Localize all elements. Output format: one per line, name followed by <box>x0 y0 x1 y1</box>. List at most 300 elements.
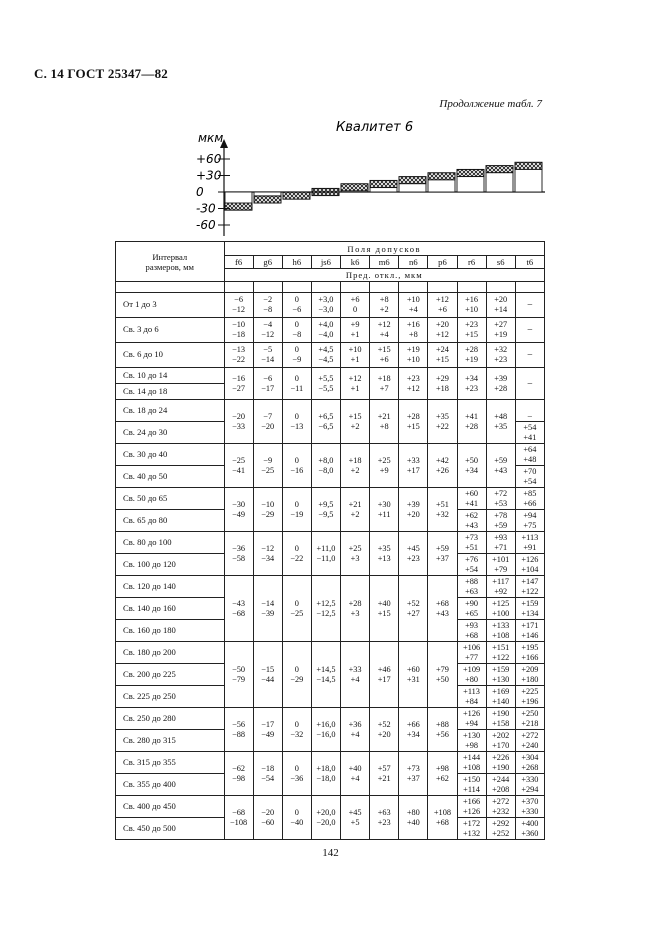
value-cell-f6 <box>224 444 253 488</box>
deviation-value: +43 <box>435 608 449 618</box>
deviation-value: −34 <box>261 553 275 563</box>
tolerance-table <box>115 241 545 840</box>
value-cell-n6 <box>399 318 428 343</box>
deviation-value: −12 <box>261 330 275 339</box>
deviation-value: 0 <box>294 543 299 553</box>
deviation-value: +21 <box>377 773 391 783</box>
deviation-value: +272 <box>521 730 539 740</box>
value-cell-r6 <box>457 400 486 444</box>
deviation-value: +48 <box>494 411 508 421</box>
deviation-value: +117 <box>492 576 510 586</box>
chart-title: Квалитет 6 <box>336 120 414 135</box>
value-cell-r6 <box>457 318 486 343</box>
deviation-value: +15 <box>465 330 479 339</box>
deviation-value: +12 <box>435 330 449 339</box>
deviation-value: +15 <box>377 608 391 618</box>
deviation-value: 0 <box>352 305 358 314</box>
deviation-value: +32 <box>435 509 449 519</box>
interval-label: Св. 315 до 355 <box>116 752 225 774</box>
deviation-value: +48 <box>523 454 537 464</box>
deviation-value: −19 <box>290 509 304 519</box>
deviation-value: +52 <box>377 719 391 729</box>
value-cell-t6 <box>515 730 544 752</box>
spacer <box>457 282 486 293</box>
deviation-value: +400 <box>521 818 539 828</box>
deviation-value: +122 <box>521 586 539 596</box>
value-cell-r6 <box>457 686 486 708</box>
page-header: С. 14 ГОСТ 25347—82 <box>34 66 168 81</box>
deviation-value: +6,5 <box>318 411 334 421</box>
deviation-value: +50 <box>465 455 479 465</box>
deviation-value: +5,5 <box>318 373 334 383</box>
deviation-value: 0 <box>294 320 299 330</box>
value-cell-k6 <box>341 752 370 796</box>
deviation-value: +54 <box>523 422 537 432</box>
deviation-value: +62 <box>465 510 479 520</box>
deviation-value: +292 <box>492 818 510 828</box>
value-cell-t6 <box>515 343 544 368</box>
field-r6: r6 <box>457 256 486 269</box>
chart-offset-f6 <box>225 192 252 203</box>
deviation-value: −3,0 <box>318 305 334 314</box>
deviation-value: +64 <box>523 444 537 454</box>
deviation-value: −11,0 <box>316 553 336 563</box>
deviation-value: −11 <box>290 383 304 393</box>
deviation-value: +166 <box>463 796 481 806</box>
field-n6: n6 <box>399 256 428 269</box>
deviation-value: +232 <box>492 806 510 816</box>
deviation-value: −4 <box>263 320 273 330</box>
deviation-value: −20 <box>261 421 275 431</box>
deviation-value: – <box>527 411 532 421</box>
value-cell-k6 <box>341 796 370 840</box>
interval-label: Св. 80 до 100 <box>116 532 225 554</box>
value-cell-k6 <box>341 708 370 752</box>
deviation-value: +68 <box>465 630 479 640</box>
deviation-value: +23 <box>465 383 479 393</box>
interval-label: Св. 355 до 400 <box>116 774 225 796</box>
value-cell-k6 <box>341 400 370 444</box>
deviation-value: +63 <box>377 807 391 817</box>
deviation-value: +71 <box>494 542 508 552</box>
chart-bar-k6 <box>341 184 368 191</box>
spacer <box>116 282 225 293</box>
deviation-value: +43 <box>494 465 508 475</box>
deviation-value: +108 <box>433 807 451 817</box>
value-cell-t6 <box>515 510 544 532</box>
value-cell-m6 <box>370 444 399 488</box>
value-cell-s6 <box>486 598 515 620</box>
deviation-value: +28 <box>406 411 420 421</box>
deviation-value: +190 <box>492 762 510 772</box>
deviation-value: +73 <box>465 532 479 542</box>
deviation-value: +98 <box>435 763 449 773</box>
field-h6: h6 <box>282 256 311 269</box>
deviation-value: +9 <box>379 465 389 475</box>
deviation-value: +159 <box>492 664 510 674</box>
deviation-value: −8,0 <box>318 465 334 475</box>
deviation-value: −12,5 <box>316 608 336 618</box>
value-cell-s6 <box>486 818 515 840</box>
value-cell-g6 <box>253 532 282 576</box>
deviation-value: +16 <box>465 295 479 305</box>
deviation-value: −68 <box>232 807 246 817</box>
chart-tick-label: -60 <box>196 218 216 232</box>
deviation-value: +23 <box>406 373 420 383</box>
interval-label: Св. 450 до 500 <box>116 818 225 840</box>
value-cell-g6 <box>253 400 282 444</box>
deviation-value: +4 <box>379 330 389 339</box>
spacer <box>370 282 399 293</box>
value-cell-k6 <box>341 368 370 400</box>
deviation-value: +6 <box>438 305 447 314</box>
value-cell-p6 <box>428 708 457 752</box>
deviation-value: −56 <box>232 719 246 729</box>
deviation-value: −16 <box>290 465 304 475</box>
field-js6: js6 <box>311 256 340 269</box>
interval-label: Св. 30 до 40 <box>116 444 225 466</box>
deviation-value: −8 <box>292 330 302 339</box>
value-cell-js6 <box>311 293 340 318</box>
value-cell-s6 <box>486 576 515 598</box>
deviation-value: +63 <box>465 586 479 596</box>
value-cell-h6 <box>282 293 311 318</box>
deviation-value: +41 <box>465 498 479 508</box>
value-cell-p6 <box>428 796 457 840</box>
value-cell-m6 <box>370 532 399 576</box>
value-cell-n6 <box>399 576 428 642</box>
deviation-value: −25 <box>232 455 246 465</box>
deviation-value: +39 <box>406 499 420 509</box>
value-cell-r6 <box>457 532 486 554</box>
table-continuation-note: Продолжение табл. 7 <box>439 98 542 110</box>
deviation-value: +40 <box>377 598 391 608</box>
value-cell-g6 <box>253 293 282 318</box>
deviation-value: +132 <box>463 828 481 838</box>
value-cell-n6 <box>399 642 428 708</box>
deviation-value: +2 <box>350 509 360 519</box>
deviation-value: +31 <box>406 674 420 684</box>
deviation-value: +3,0 <box>318 295 334 305</box>
spacer <box>341 282 370 293</box>
value-cell-h6 <box>282 576 311 642</box>
deviation-value: −18 <box>232 330 246 339</box>
deviation-value: +2 <box>379 305 389 314</box>
chart-bar-t6 <box>515 162 542 169</box>
chart-tick-label: +60 <box>196 152 222 166</box>
interval-label: Св. 400 до 450 <box>116 796 225 818</box>
deviation-value: +12 <box>406 383 420 393</box>
deviation-value: +146 <box>521 630 539 640</box>
units-header: Пред. откл., мкм <box>224 269 545 282</box>
deviation-value: +16 <box>406 320 420 330</box>
deviation-value: +54 <box>465 564 479 574</box>
deviation-value: −6 <box>292 305 302 314</box>
deviation-value: +40 <box>348 763 362 773</box>
value-cell-r6 <box>457 664 486 686</box>
deviation-value: +9 <box>350 320 360 330</box>
value-cell-m6 <box>370 752 399 796</box>
deviation-value: +43 <box>465 520 479 530</box>
chart-bar-n6 <box>399 177 426 184</box>
deviation-value: +22 <box>435 421 449 431</box>
deviation-value: −20 <box>261 807 275 817</box>
deviation-value: +169 <box>492 686 510 696</box>
value-cell-t6 <box>515 532 544 554</box>
deviation-value: +133 <box>492 620 510 630</box>
deviation-value: +20 <box>406 509 420 519</box>
value-cell-r6 <box>457 752 486 774</box>
value-cell-k6 <box>341 576 370 642</box>
deviation-value: −6,5 <box>318 421 334 431</box>
value-cell-r6 <box>457 620 486 642</box>
spacer <box>486 282 515 293</box>
interval-label: Св. 18 до 24 <box>116 400 225 422</box>
value-cell-f6 <box>224 368 253 400</box>
deviation-value: +50 <box>435 674 449 684</box>
deviation-value: +172 <box>463 818 481 828</box>
deviation-value: +75 <box>523 520 537 530</box>
deviation-value: +108 <box>492 630 510 640</box>
value-cell-s6 <box>486 686 515 708</box>
deviation-value: −32 <box>290 729 304 739</box>
deviation-value: +70 <box>523 466 537 476</box>
value-cell-s6 <box>486 343 515 368</box>
deviation-value: +12 <box>348 373 362 383</box>
deviation-value: +77 <box>465 652 479 662</box>
chart-tick-label: +30 <box>196 168 222 183</box>
deviation-value: +114 <box>463 784 480 794</box>
value-cell-s6 <box>486 708 515 730</box>
deviation-value: +19 <box>494 330 508 339</box>
value-cell-k6 <box>341 642 370 708</box>
value-cell-n6 <box>399 708 428 752</box>
deviation-value: +218 <box>521 718 539 728</box>
deviation-value: +8 <box>408 330 418 339</box>
deviation-value: +98 <box>465 740 479 750</box>
deviation-value: −9,5 <box>318 509 334 519</box>
value-cell-p6 <box>428 343 457 368</box>
deviation-value: −12 <box>261 543 275 553</box>
value-cell-n6 <box>399 400 428 444</box>
value-cell-g6 <box>253 576 282 642</box>
value-cell-s6 <box>486 642 515 664</box>
deviation-value: −108 <box>230 817 248 827</box>
value-cell-n6 <box>399 368 428 400</box>
field-g6: g6 <box>253 256 282 269</box>
deviation-value: +52 <box>406 598 420 608</box>
deviation-value: +59 <box>494 520 508 530</box>
value-cell-js6 <box>311 752 340 796</box>
value-cell-n6 <box>399 796 428 840</box>
deviation-value: +1 <box>350 383 360 393</box>
chart-offset-m6 <box>370 188 397 192</box>
deviation-value: +12,5 <box>316 598 336 608</box>
deviation-value: +88 <box>465 576 479 586</box>
value-cell-r6 <box>457 368 486 400</box>
deviation-value: −6 <box>263 373 273 383</box>
deviation-value: +84 <box>465 696 479 706</box>
deviation-value: +252 <box>492 828 510 838</box>
value-cell-r6 <box>457 444 486 488</box>
deviation-value: +46 <box>377 664 391 674</box>
deviation-value: +225 <box>521 686 539 696</box>
deviation-value: −9 <box>263 455 273 465</box>
field-f6: f6 <box>224 256 253 269</box>
value-cell-r6 <box>457 818 486 840</box>
deviation-value: +85 <box>523 488 537 498</box>
value-cell-r6 <box>457 642 486 664</box>
value-cell-n6 <box>399 444 428 488</box>
deviation-value: – <box>527 377 533 388</box>
deviation-value: +196 <box>521 696 539 706</box>
deviation-value: +45 <box>406 543 420 553</box>
deviation-value: +125 <box>492 598 510 608</box>
deviation-value: +10 <box>348 345 362 355</box>
value-cell-h6 <box>282 532 311 576</box>
deviation-value: −29 <box>261 509 275 519</box>
value-cell-s6 <box>486 318 515 343</box>
deviation-value: +18,0 <box>316 763 336 773</box>
value-cell-h6 <box>282 796 311 840</box>
deviation-value: +40 <box>406 817 420 827</box>
value-cell-n6 <box>399 293 428 318</box>
deviation-value: +3 <box>350 608 360 618</box>
value-cell-r6 <box>457 598 486 620</box>
value-cell-g6 <box>253 368 282 400</box>
deviation-value: 0 <box>294 664 299 674</box>
value-cell-f6 <box>224 318 253 343</box>
value-cell-js6 <box>311 400 340 444</box>
value-cell-p6 <box>428 642 457 708</box>
value-cell-h6 <box>282 708 311 752</box>
deviation-value: +68 <box>435 598 449 608</box>
deviation-value: +2 <box>350 421 360 431</box>
value-cell-m6 <box>370 488 399 532</box>
deviation-value: −4,0 <box>318 330 334 339</box>
value-cell-h6 <box>282 400 311 444</box>
deviation-value: +10 <box>406 355 420 364</box>
value-cell-n6 <box>399 488 428 532</box>
value-cell-g6 <box>253 488 282 532</box>
value-cell-s6 <box>486 444 515 488</box>
value-cell-m6 <box>370 343 399 368</box>
value-cell-h6 <box>282 752 311 796</box>
deviation-value: +34 <box>406 729 420 739</box>
value-cell-s6 <box>486 752 515 774</box>
deviation-value: +180 <box>521 674 539 684</box>
interval-label: Св. 250 до 280 <box>116 708 225 730</box>
value-cell-g6 <box>253 708 282 752</box>
deviation-value: +130 <box>492 674 510 684</box>
deviation-value: −88 <box>232 729 246 739</box>
deviation-value: 0 <box>294 373 299 383</box>
deviation-value: +113 <box>521 532 539 542</box>
field-s6: s6 <box>486 256 515 269</box>
deviation-value: +122 <box>492 652 510 662</box>
deviation-value: +14 <box>494 305 508 314</box>
value-cell-t6 <box>515 818 544 840</box>
deviation-value: +34 <box>465 373 479 383</box>
value-cell-t6 <box>515 444 544 466</box>
deviation-value: −20,0 <box>316 817 336 827</box>
chart-offset-r6 <box>457 177 484 192</box>
value-cell-t6 <box>515 598 544 620</box>
deviation-value: +12 <box>377 320 391 330</box>
deviation-value: +126 <box>521 554 539 564</box>
chart-offset-p6 <box>428 180 455 192</box>
value-cell-s6 <box>486 400 515 444</box>
deviation-value: −7 <box>263 411 273 421</box>
field-m6: m6 <box>370 256 399 269</box>
deviation-value: +34 <box>465 465 479 475</box>
value-cell-k6 <box>341 532 370 576</box>
deviation-value: – <box>527 349 533 360</box>
deviation-value: −18,0 <box>316 773 336 783</box>
deviation-value: −40 <box>290 817 304 827</box>
deviation-value: +20 <box>377 729 391 739</box>
interval-label: От 1 до 3 <box>116 293 225 318</box>
value-cell-js6 <box>311 796 340 840</box>
deviation-value: +28 <box>348 598 362 608</box>
value-cell-r6 <box>457 774 486 796</box>
deviation-value: +209 <box>521 664 539 674</box>
deviation-value: −36 <box>232 543 246 553</box>
deviation-value: −5,5 <box>318 383 334 393</box>
deviation-value: +18 <box>348 455 362 465</box>
interval-label: Св. 65 до 80 <box>116 510 225 532</box>
deviation-value: +3 <box>350 553 360 563</box>
value-cell-s6 <box>486 620 515 642</box>
deviation-value: +330 <box>521 806 539 816</box>
deviation-value: 0 <box>294 719 299 729</box>
value-cell-h6 <box>282 444 311 488</box>
value-cell-n6 <box>399 532 428 576</box>
deviation-value: +4 <box>350 674 360 684</box>
deviation-value: +24 <box>435 345 449 355</box>
deviation-value: +1 <box>350 355 360 364</box>
value-cell-m6 <box>370 796 399 840</box>
spacer <box>253 282 282 293</box>
deviation-value: +60 <box>406 664 420 674</box>
value-cell-t6 <box>515 708 544 730</box>
value-cell-p6 <box>428 368 457 400</box>
deviation-value: +208 <box>492 784 510 794</box>
deviation-value: +18 <box>377 373 391 383</box>
deviation-value: −22 <box>290 553 304 563</box>
value-cell-s6 <box>486 554 515 576</box>
deviation-value: −2 <box>263 295 273 305</box>
deviation-value: +45 <box>348 807 362 817</box>
value-cell-k6 <box>341 293 370 318</box>
deviation-value: −16,0 <box>316 729 336 739</box>
interval-label: Св. 100 до 120 <box>116 554 225 576</box>
deviation-value: +244 <box>492 774 510 784</box>
chart-offset-s6 <box>486 173 513 192</box>
deviation-value: +39 <box>494 373 508 383</box>
deviation-value: +23 <box>377 817 391 827</box>
spacer <box>282 282 311 293</box>
value-cell-t6 <box>515 293 544 318</box>
deviation-value: +42 <box>435 455 449 465</box>
deviation-value: −10 <box>232 320 246 330</box>
chart-tick-label: 0 <box>196 185 204 199</box>
value-cell-js6 <box>311 576 340 642</box>
deviation-value: +304 <box>521 752 539 762</box>
deviation-value: +78 <box>494 510 508 520</box>
deviation-value: +4 <box>350 729 360 739</box>
deviation-value: −17 <box>261 383 275 393</box>
